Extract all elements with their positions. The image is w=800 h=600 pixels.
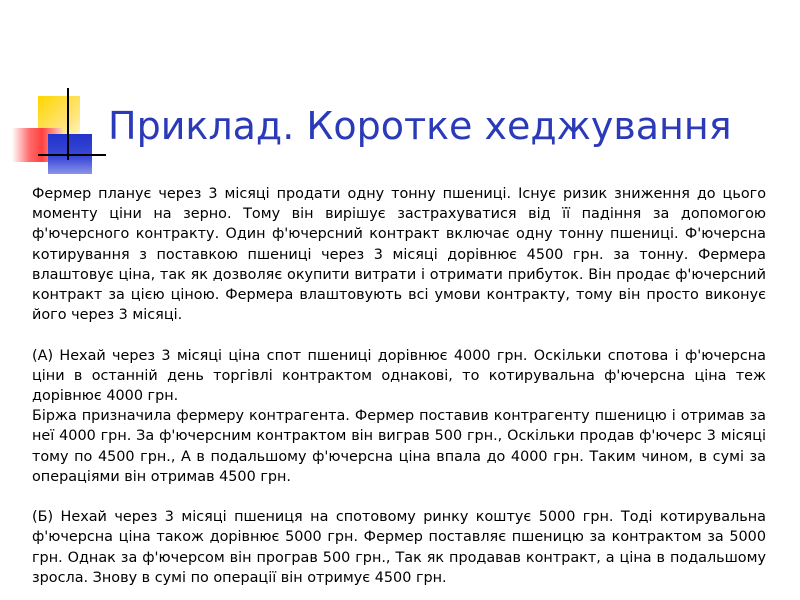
paragraph-spacer — [32, 487, 766, 507]
slide-title: Приклад. Коротке хеджування — [108, 104, 732, 148]
paragraph-case-a: (А) Нехай через 3 місяці ціна спот пшениці дорівнює 4000 грн. Оскільки спотова і ф'ючерсна ціни в останній день торгівлі контрактом однакові, то котирувальна ф'ючерсна ціна теж дорівнює 4000 грн. — [32, 347, 766, 405]
slide-logo-decoration — [0, 0, 110, 180]
paragraph-spacer — [32, 325, 766, 345]
vertical-line-decoration — [67, 88, 69, 160]
slide-body — [32, 184, 766, 588]
paragraph-intro: Фермер планує через 3 місяці продати одну тонну пшениці. Існує ризик зниження до цього моменту ціни на зерно. Тому він вирішує застрахуватися від її падіння за допомогою ф'ючерсного контракту. Один ф'ючерсний контракт включає одну тонну пшениці. Ф'ючерсна котирування з поставкою пшениці через 3 місяці дорівнює 4500 грн. за тонну. Фермера влаштовує ціна, так як дозволяє окупити витрати і отримати прибуток. Він продає ф'ючерсний контракт за цією ціною. Фермера влаштовують всі умови контракту, тому він просто виконує його через 3 місяці. — [32, 186, 766, 324]
horizontal-line-decoration — [38, 154, 106, 156]
paragraph-case-a-result: Біржа призначила фермеру контрагента. Фермер поставив контрагенту пшеницю і отримав за неї 4000 грн. За ф'ючерсним контрактом він виграв 500 грн., Оскільки продав ф'ючерс 3 місяці тому по 4500 грн., А в подальшому ф'ючерсна ціна впала до 4000 грн. Таким чином, в сумі за операціями він отримав 4500 грн. — [32, 408, 766, 485]
paragraph-case-b: (Б) Нехай через 3 місяці пшениця на спотовому ринку коштує 5000 грн. Тоді котирувальна ф'ючерсна ціна також дорівнює 5000 грн. Фермер поставляє пшеницю за контрактом за 5000 грн. Однак за ф'ючерсом він програв 500 грн., Так як продавав контракт, а ціна в подальшому зросла. Знову в сумі по операції він отримує 4500 грн. — [32, 509, 766, 586]
